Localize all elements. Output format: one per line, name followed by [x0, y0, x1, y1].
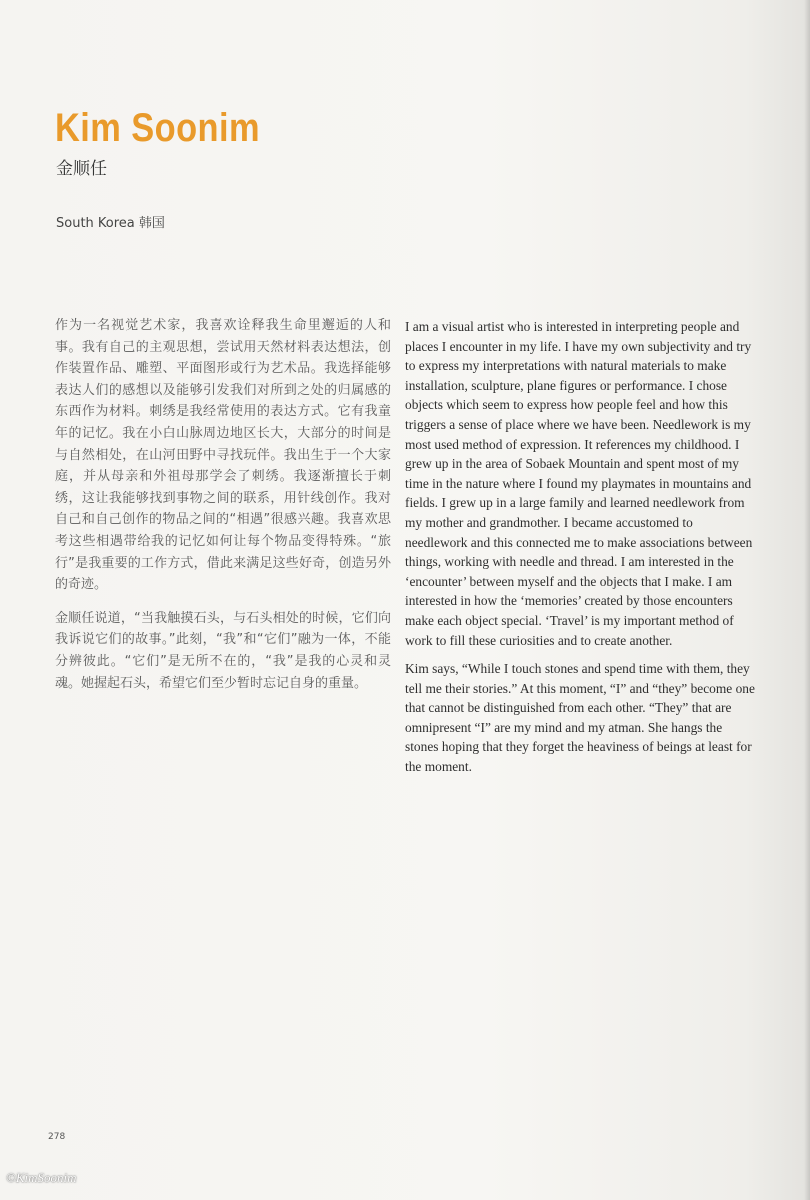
page-edge-shadow	[804, 0, 810, 1200]
english-text-column	[405, 317, 757, 786]
chinese-text-column	[55, 315, 391, 706]
artist-name-chinese: 金顺任	[56, 159, 107, 179]
english-paragraph: Kim says, “While I touch stones and spend time with them, they tell me their stories.” At this moment, “I” and “they” become one that cannot be distinguished from each other. “They” that are omnipresent “I” are my mind and my atman. She hangs the stones hoping that they forget the heaviness of beings at least for the moment.	[405, 661, 755, 775]
chinese-paragraph: 作为一名视觉艺术家，我喜欢诠释我生命里邂逅的人和事。我有自己的主观思想，尝试用天然材料表达想法，创作装置作品、雕塑、平面图形或行为艺术品。我选择能够表达人们的感想以及能够引发我们对所到之处的归属感的东西作为材料。刺绣是我经常使用的表达方式。它有我童年的记忆。我在小白山脉周边地区长大，大部分的时间是与自然相处，在山河田野中寻找玩伴。我出生于一个大家庭，并从母亲和外祖母那学会了刺绣。我逐渐擅长于刺绣，这让我能够找到事物之间的联系，用针线创作。我对自己和自己创作的物品之间的“相遇”很感兴趣。我喜欢思考这些相遇带给我的记忆如何让每个物品变得特殊。“旅行”是我重要的工作方式，借此来满足这些好奇，创造另外的奇迹。	[55, 318, 391, 593]
english-paragraph: I am a visual artist who is interested in interpreting people and places I encounter in my life. I have my own subjectivity and try to express my interpretations with natural materials to make installation, sculpture, plane figures or performance. I chose objects which seem to express how people feel and how this triggers a sense of place where we have been. Needlework is my most used method of expression. It references my childhood. I grew up in the area of Sobaek Mountain and spent most of my time in the nature where I found my playmates in mountains and fields. I grew up in a large family and learned needlework from my mother and grandmother. I became accustomed to needlework and this connected me to make associations between things, working with needle and thread. I am interested in the ‘encounter’ between myself and the objects that I make. I am interested in how the ‘memories’ created by those encounters make each object special. ‘Travel’ is my important method of work to fill these curiosities and to create another.	[405, 319, 753, 648]
page-number: 278	[48, 1132, 66, 1142]
chinese-paragraph: 金顺任说道，“当我触摸石头，与石头相处的时候，它们向我诉说它们的故事。”此刻，“我”和“它们”融为一体，不能分辨彼此。“它们”是无所不在的，“我”是我的心灵和灵魂。她握起石头，希望它们至少暂时忘记自身的重量。	[55, 610, 391, 691]
artist-country: South Korea 韩国	[56, 216, 165, 231]
artist-name-title: Kim Soonim	[55, 106, 260, 150]
copyright-watermark: ©KimSoonim	[6, 1170, 77, 1185]
